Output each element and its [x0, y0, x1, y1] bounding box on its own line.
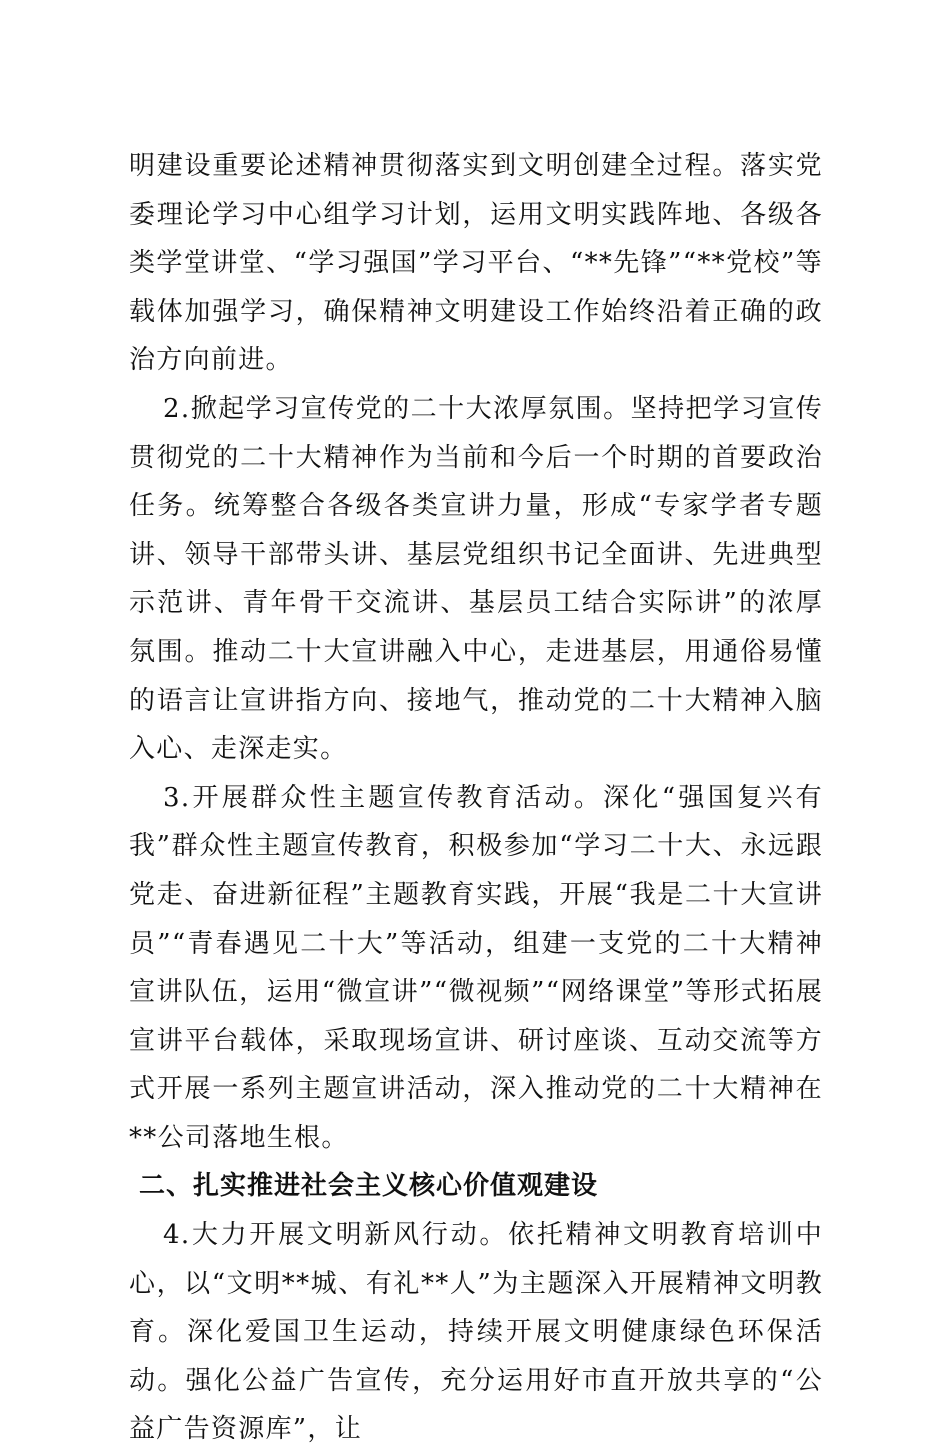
paragraph-item-3: 3.开展群众性主题宣传教育活动。深化“强国复兴有我”群众性主题宣传教育，积极参加“学习二十大、永远跟党走、奋进新征程”主题教育实践，开展“我是二十大宣讲员”“青春遇见二十大”等活动，组建一支党的二十大精神宣讲队伍，运用“微宣讲”“微视频”“网络课堂”等形式拓展宣讲平台载体，采取现场宣讲、研讨座谈、互动交流等方式开展一系列主题宣讲活动，深入推动党的二十大精神在**公司落地生根。 — [129, 782, 823, 1153]
paragraph-continuation: 明建设重要论述精神贯彻落实到文明创建全过程。落实党委理论学习中心组学习计划，运用文明实践阵地、各级各类学堂讲堂、“学习强国”学习平台、“**先锋”“**党校”等载体加强学习，确保精神文明建设工作始终沿着正确的政治方向前进。 — [129, 151, 823, 376]
document-body — [129, 142, 823, 1454]
paragraph-item-4: 4.大力开展文明新风行动。依托精神文明教育培训中心，以“文明**城、有礼**人”为主题深入开展精神文明教育。深化爱国卫生运动，持续开展文明健康绿色环保活动。强化公益广告宣传，充分运用好市直开放共享的“公益广告资源库”，让 — [129, 1220, 823, 1445]
section-heading: 二、扎实推进社会主义核心价值观建设 — [139, 1171, 599, 1202]
paragraph-item-2: 2.掀起学习宣传党的二十大浓厚氛围。坚持把学习宣传贯彻党的二十大精神作为当前和今后一个时期的首要政治任务。统筹整合各级各类宣讲力量，形成“专家学者专题讲、领导干部带头讲、基层党组织书记全面讲、先进典型示范讲、青年骨干交流讲、基层员工结合实际讲”的浓厚氛围。推动二十大宣讲融入中心，走进基层，用通俗易懂的语言让宣讲指方向、接地气，推动党的二十大精神入脑入心、走深走实。 — [129, 393, 823, 765]
